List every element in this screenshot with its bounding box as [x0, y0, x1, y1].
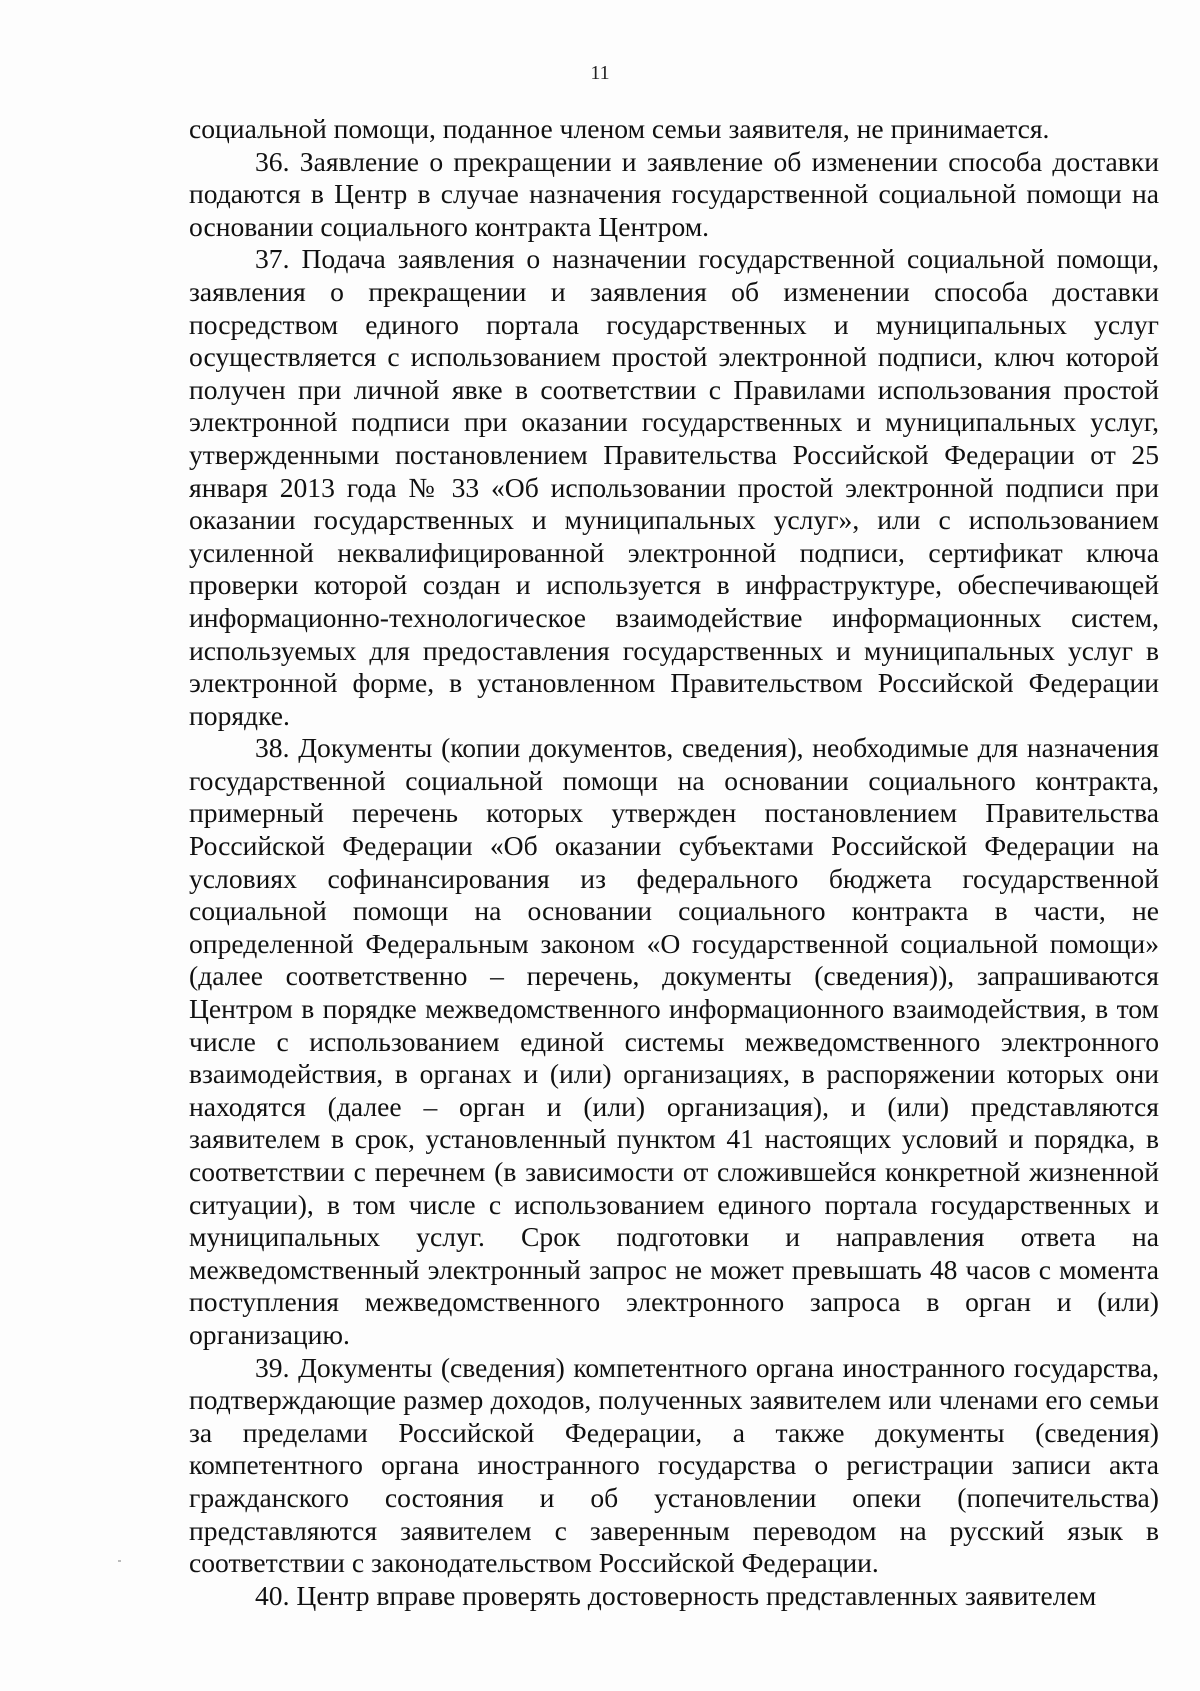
paragraph-continuation: социальной помощи, поданное членом семьи заявителя, не принимается.	[189, 113, 1050, 144]
page-number: 11	[590, 62, 610, 84]
paragraph-40: 40. Центр вправе проверять достоверность представленных заявителем	[255, 1579, 1097, 1611]
paragraph-39: 39. Документы (сведения) компетентного органа иностранного государства, подтверждающие размер доходов, полученных заявителем или членами его семьи за пределами Российской Федерации, а также документы (сведения) компетентного органа иностранного государства о регистрации записи акта гражданского состояния и об установлении опеки (попечительства) представляются заявителем с заверенным переводом на русский язык в соответствии с законодательством Российской Федерации.	[189, 1351, 1159, 1579]
paragraph-37: 37. Подача заявления о назначении государственной социальной помощи, заявления о прекращении и заявления об изменении способа доставки посредством единого портала государственных и муниципальных услуг осуществляется с использованием простой электронной подписи, ключ которой получен при личной явке в соответствии с Правилами использования простой электронной подписи при оказании государственных и муниципальных услуг, утвержденными постановлением Правительства Российской Федерации от 25 января 2013 года № 33 «Об использовании простой электронной подписи при оказании государственных и муниципальных услуг», или с использованием усиленной неквалифицированной электронной подписи, сертификат ключа проверки которой создан и используется в инфраструктуре, обеспечивающей информационно-технологическое взаимодействие информационных систем, используемых для предоставления государственных и муниципальных услуг в электронной форме, в установленном Правительством Российской Федерации порядке.	[189, 243, 1159, 731]
paragraph-36: 36. Заявление о прекращении и заявление об изменении способа доставки подаются в Центр в случае назначения государственной социальной помощи на основании социального контракта Центром.	[189, 145, 1159, 242]
document-body	[189, 113, 1159, 1612]
paragraph-38: 38. Документы (копии документов, сведения), необходимые для назначения государственной социальной помощи на основании социального контракта, примерный перечень которых утвержден постановлением Правительства Российской Федерации «Об оказании субъектами Российской Федерации на условиях софинансирования из федерального бюджета государственной социальной помощи на основании социального контракта в части, не определенной Федеральным законом «О государственной социальной помощи» (далее соответственно – перечень, документы (сведения)), запрашиваются Центром в порядке межведомственного информационного взаимодействия, в том числе с использованием единой системы межведомственного электронного взаимодействия, в органах и (или) организациях, в распоряжении которых они находятся (далее – орган и (или) организация), и (или) представляются заявителем в срок, установленный пунктом 41 настоящих условий и порядка, в соответствии с перечнем (в зависимости от сложившейся конкретной жизненной ситуации), в том числе с использованием единого портала государственных и муниципальных услуг. Срок подготовки и направления ответа на межведомственный электронный запрос не может превышать 48 часов с момента поступления межведомственного электронного запроса в орган и (или) организацию.	[189, 732, 1159, 1350]
scan-speck	[118, 1560, 121, 1562]
